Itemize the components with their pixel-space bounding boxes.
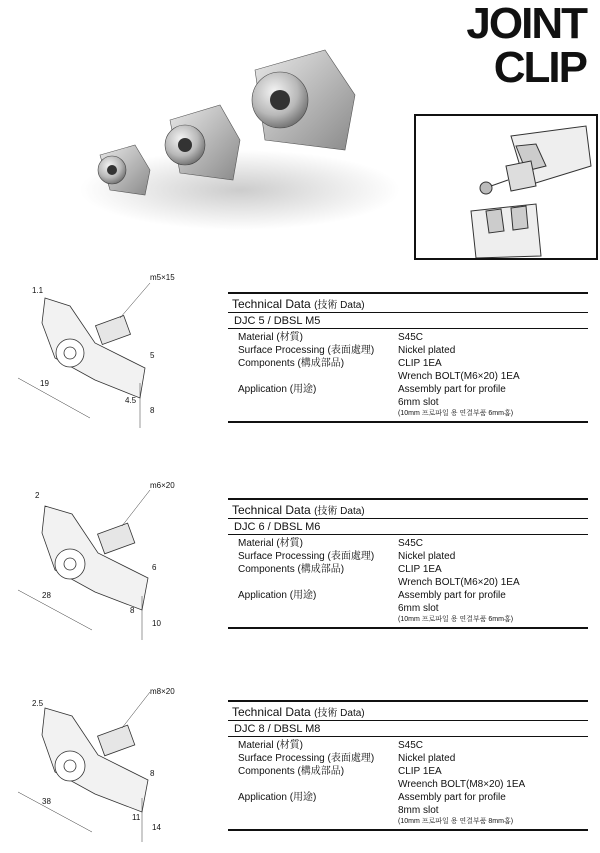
spec-row: Components (構成部品) CLIP 1EA: [238, 564, 442, 575]
spec-rows: [228, 737, 588, 831]
table-header: Technical Data (技術 Data): [228, 700, 588, 721]
dim-5: 10: [152, 619, 161, 628]
dim-1: 1.1: [32, 286, 44, 295]
clip-drawing: [0, 268, 220, 438]
tech-data-table: [228, 292, 588, 423]
spec-row: Wreench BOLT(M8×20) 1EA: [398, 779, 526, 790]
spec-row: Surface Processing (表面處理) Nickel plated: [238, 753, 456, 764]
spec-row: Material (材質) S45C: [238, 332, 424, 343]
dim-3: 19: [40, 379, 49, 388]
spec-row: Application (用途) Assembly part for profile: [238, 590, 506, 601]
dim-3: 28: [42, 591, 51, 600]
spec-note-row: (10mm 프로파일 용 연결부품 6mm홈): [398, 616, 514, 623]
spec-row: Material (材質) S45C: [238, 538, 424, 549]
spec-section-1: [0, 268, 600, 438]
model-name: DJC 5 / DBSL M5: [228, 313, 588, 329]
clip-drawing: [0, 680, 220, 850]
spec-note-row: (10mm 프로파일 용 연결부품 8mm홈): [398, 818, 514, 825]
spec-row: 6mm slot: [398, 397, 439, 408]
spec-row: 8mm slot: [398, 805, 439, 816]
tech-data-table: [228, 498, 588, 629]
tech-data-table: [228, 700, 588, 831]
spec-row: Application (用途) Assembly part for profile: [238, 792, 506, 803]
page-title: [466, 2, 586, 90]
assembly-illustration: [414, 114, 598, 260]
spec-row: Surface Processing (表面處理) Nickel plated: [238, 551, 456, 562]
dim-2: 6: [152, 563, 157, 572]
dim-3: 38: [42, 797, 51, 806]
spec-row: 6mm slot: [398, 603, 439, 614]
dim-bolt: m6×20: [150, 481, 175, 490]
spec-row: Surface Processing (表面處理) Nickel plated: [238, 345, 456, 356]
dim-1: 2.5: [32, 699, 44, 708]
dim-5: 8: [150, 406, 155, 415]
spec-row: Application (用途) Assembly part for profile: [238, 384, 506, 395]
dim-4: 8: [130, 606, 135, 615]
dim-4: 4.5: [125, 396, 137, 405]
title-line-1: JOINT: [466, 0, 586, 48]
spec-row: Wrench BOLT(M6×20) 1EA: [398, 577, 520, 588]
title-line-2: CLIP: [493, 43, 586, 92]
dim-bolt: m5×15: [150, 273, 175, 282]
spec-section-3: [0, 680, 600, 850]
spec-row: Material (材質) S45C: [238, 740, 424, 751]
dim-2: 8: [150, 769, 155, 778]
dim-4: 11: [132, 813, 141, 822]
model-name: DJC 8 / DBSL M8: [228, 721, 588, 737]
model-name: DJC 6 / DBSL M6: [228, 519, 588, 535]
dim-2: 5: [150, 351, 155, 360]
dim-5: 14: [152, 823, 161, 832]
spec-row: Components (構成部品) CLIP 1EA: [238, 766, 442, 777]
spec-row: Components (構成部品) CLIP 1EA: [238, 358, 442, 369]
spec-row: Wrench BOLT(M6×20) 1EA: [398, 371, 520, 382]
table-header: Technical Data (技術 Data): [228, 498, 588, 519]
clip-large: [252, 50, 355, 150]
dim-1: 2: [35, 491, 40, 500]
spec-rows: [228, 535, 588, 629]
spec-rows: [228, 329, 588, 423]
table-header: Technical Data (技術 Data): [228, 292, 588, 313]
spec-section-2: [0, 478, 600, 648]
spec-note-row: (10mm 프로파일 용 연결부품 6mm홈): [398, 410, 514, 417]
dim-bolt: m8×20: [150, 687, 175, 696]
clip-drawing: [0, 478, 220, 648]
product-photo: [70, 30, 400, 230]
